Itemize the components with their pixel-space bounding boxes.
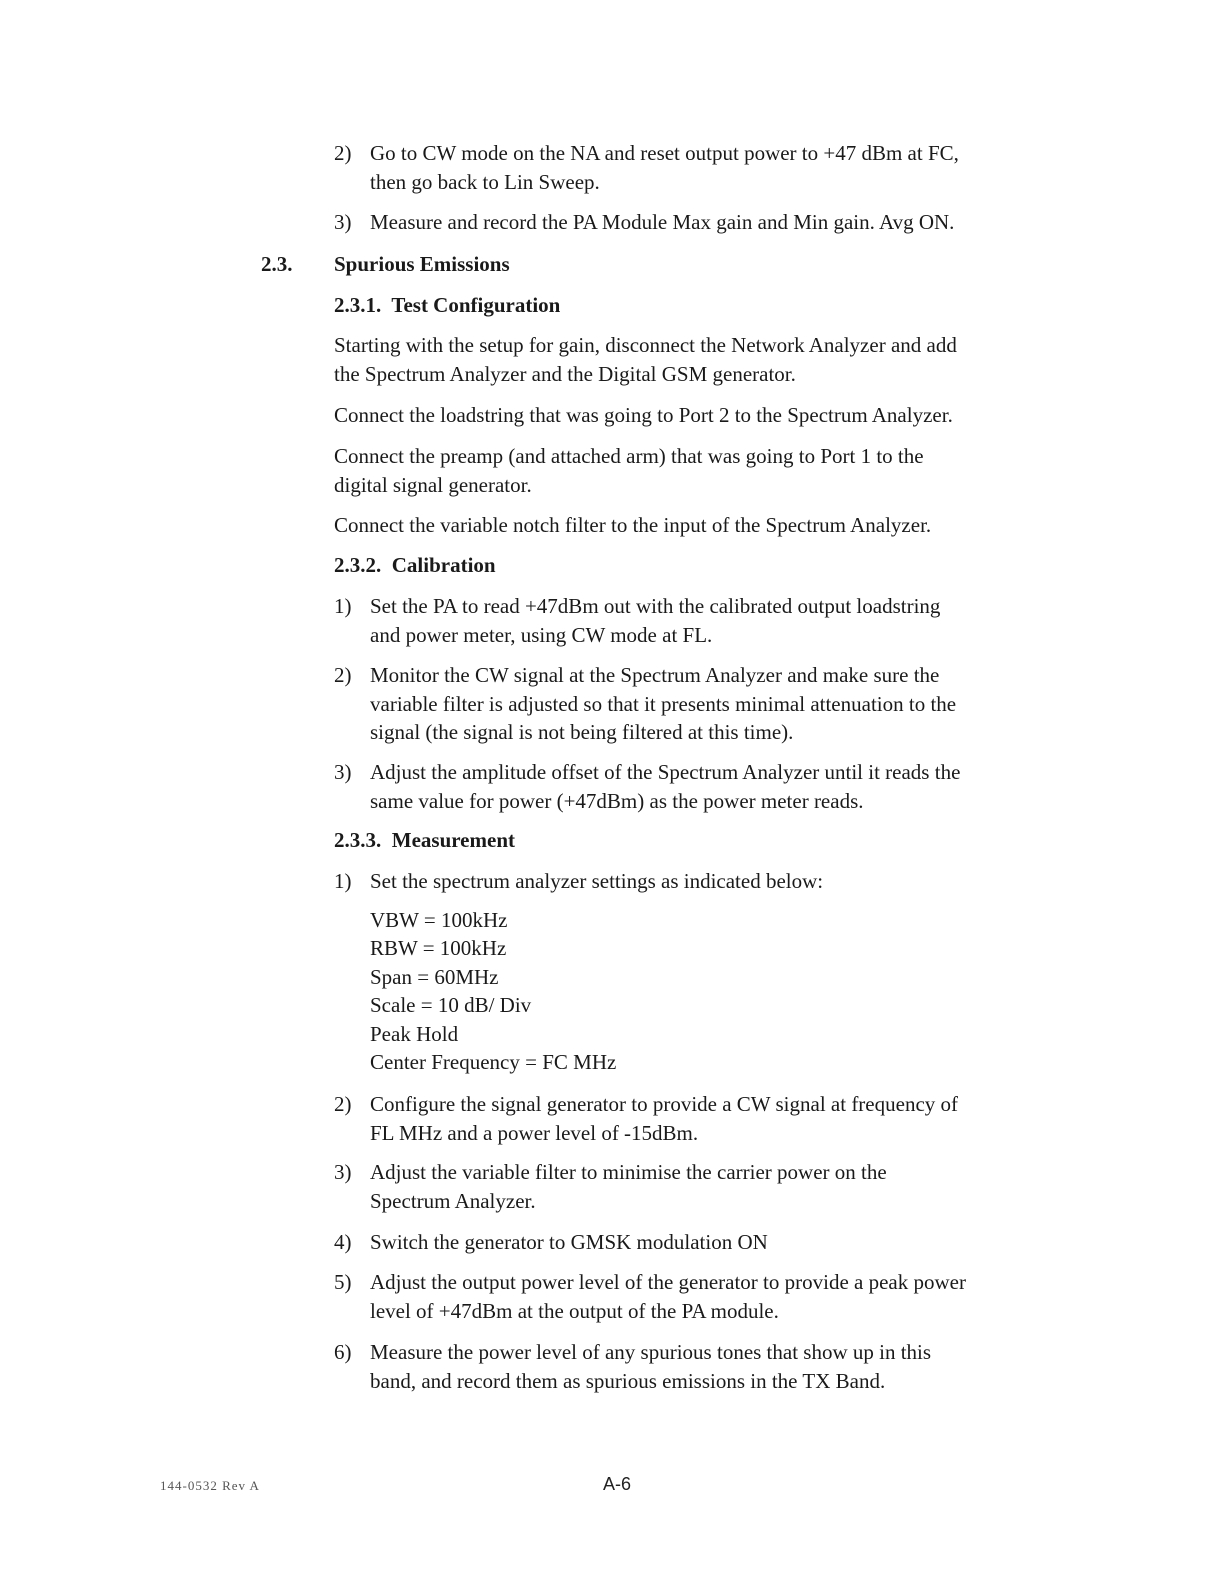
list-text: signal (the signal is not being filtered at this time).	[370, 720, 794, 744]
page-number: A-6	[603, 1474, 632, 1494]
list-text: level of +47dBm at the output of the PA module.	[370, 1299, 779, 1323]
list-number: 3)	[334, 760, 352, 784]
section-number: 2.3.	[261, 252, 293, 276]
paragraph-line: Connect the variable notch filter to the input of the Spectrum Analyzer.	[334, 513, 932, 537]
list-number: 4)	[334, 1230, 352, 1254]
list-number: 2)	[334, 1092, 352, 1116]
list-number: 1)	[334, 594, 352, 618]
subsection-heading: 2.3.3. Measurement	[334, 828, 515, 852]
setting-line: RBW = 100kHz	[370, 936, 507, 960]
setting-line: Peak Hold	[370, 1022, 459, 1046]
paragraph-line: Starting with the setup for gain, disconnect the Network Analyzer and add	[334, 333, 957, 357]
list-text: same value for power (+47dBm) as the power meter reads.	[370, 789, 864, 813]
list-text: Adjust the variable filter to minimise the carrier power on the	[370, 1160, 887, 1184]
list-text: variable filter is adjusted so that it presents minimal attenuation to the	[370, 692, 957, 716]
document-id: 144-0532 Rev A	[160, 1478, 260, 1493]
setting-line: VBW = 100kHz	[370, 908, 508, 932]
setting-line: Span = 60MHz	[370, 965, 499, 989]
list-text: FL MHz and a power level of -15dBm.	[370, 1121, 699, 1145]
paragraph-line: Connect the preamp (and attached arm) that was going to Port 1 to the	[334, 444, 924, 468]
subsection-heading: 2.3.2. Calibration	[334, 553, 496, 577]
list-text: Switch the generator to GMSK modulation ON	[370, 1230, 768, 1254]
list-number: 6)	[334, 1340, 352, 1364]
list-text: Adjust the amplitude offset of the Spectrum Analyzer until it reads the	[370, 760, 961, 784]
setting-line: Scale = 10 dB/ Div	[370, 993, 532, 1017]
section-title: Spurious Emissions	[334, 252, 510, 276]
list-text: Go to CW mode on the NA and reset output power to +47 dBm at FC,	[370, 141, 959, 165]
list-text: Monitor the CW signal at the Spectrum Analyzer and make sure the	[370, 663, 940, 687]
list-number: 3)	[334, 1160, 352, 1184]
paragraph-line: the Spectrum Analyzer and the Digital GSM generator.	[334, 362, 796, 386]
list-text: Measure the power level of any spurious tones that show up in this	[370, 1340, 932, 1364]
list-text: band, and record them as spurious emissions in the TX Band.	[370, 1369, 886, 1393]
paragraph-line: Connect the loadstring that was going to Port 2 to the Spectrum Analyzer.	[334, 403, 953, 427]
list-text: Set the spectrum analyzer settings as indicated below:	[370, 869, 824, 893]
list-number: 2)	[334, 141, 352, 165]
list-number: 3)	[334, 210, 352, 234]
list-text: and power meter, using CW mode at FL.	[370, 623, 713, 647]
list-text: Set the PA to read +47dBm out with the calibrated output loadstring	[370, 594, 941, 618]
list-number: 2)	[334, 663, 352, 687]
list-text: Spectrum Analyzer.	[370, 1189, 536, 1213]
list-text: Measure and record the PA Module Max gain and Min gain. Avg ON.	[370, 210, 955, 234]
list-text: Configure the signal generator to provide a CW signal at frequency of	[370, 1092, 959, 1116]
list-number: 5)	[334, 1270, 352, 1294]
list-text: then go back to Lin Sweep.	[370, 170, 600, 194]
setting-line: Center Frequency = FC MHz	[370, 1050, 617, 1074]
list-number: 1)	[334, 869, 352, 893]
list-text: Adjust the output power level of the generator to provide a peak power	[370, 1270, 966, 1294]
subsection-heading: 2.3.1. Test Configuration	[334, 293, 561, 317]
paragraph-line: digital signal generator.	[334, 473, 532, 497]
